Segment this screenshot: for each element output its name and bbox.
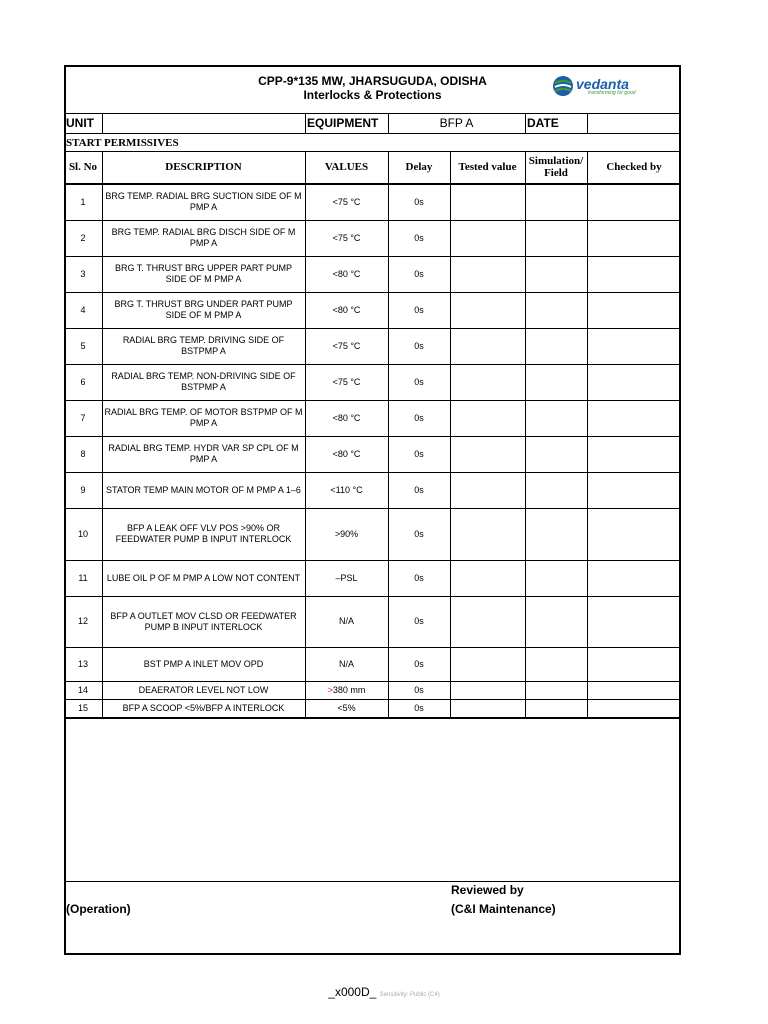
simulation-cell[interactable] (525, 560, 587, 596)
delay-cell: 0s (414, 304, 424, 315)
col-checked-by: Checked by (606, 161, 662, 173)
value-cell (305, 699, 388, 717)
description-cell: BRG T. THRUST BRG UNDER PART PUMP SIDE OF M PMP A (114, 299, 293, 320)
value-cell (305, 647, 388, 681)
description-cell: BRG TEMP. RADIAL BRG SUCTION SIDE OF M PMP A (105, 191, 302, 212)
checked-by-cell[interactable] (587, 508, 681, 560)
tested-value-cell[interactable] (450, 220, 525, 256)
value-cell (305, 292, 388, 328)
tested-value-cell[interactable] (450, 184, 525, 220)
checked-by-cell[interactable] (587, 560, 681, 596)
col-description: DESCRIPTION (165, 161, 242, 173)
value-cell (305, 256, 388, 292)
checked-by-cell[interactable] (587, 647, 681, 681)
sl-no-cell: 9 (80, 484, 86, 495)
logo-tagline: transforming for good (588, 90, 636, 96)
sl-no-cell: 11 (78, 572, 88, 583)
description-cell: BFP A SCOOP <5%/BFP A INTERLOCK (122, 702, 285, 713)
col-delay: Delay (405, 161, 433, 173)
checked-by-cell[interactable] (587, 436, 681, 472)
delay-cell: 0s (414, 684, 424, 695)
simulation-cell[interactable] (525, 400, 587, 436)
value-text: <80 °C (332, 412, 361, 423)
value-text: <80 °C (332, 304, 361, 315)
description-cell: DEAERATOR LEVEL NOT LOW (138, 684, 269, 695)
col-simulation: Simulation/ Field (528, 155, 584, 179)
sl-no-cell: 5 (80, 340, 86, 351)
value-cell (305, 472, 388, 508)
delay-cell: 0s (414, 616, 424, 626)
equipment-label: EQUIPMENT (307, 116, 379, 130)
tested-value-cell[interactable] (450, 400, 525, 436)
sl-no-cell: 3 (80, 268, 86, 279)
checked-by-cell[interactable] (587, 699, 681, 717)
sl-no-cell: 14 (77, 684, 88, 695)
value-cell (305, 508, 388, 560)
value-cell (305, 364, 388, 400)
value-text: 380 mm (332, 684, 366, 695)
delay-cell: 0s (414, 484, 424, 495)
description-cell: BST PMP A INLET MOV OPD (143, 658, 264, 669)
simulation-cell[interactable] (525, 292, 587, 328)
tested-value-cell[interactable] (450, 472, 525, 508)
delay-cell: 0s (414, 528, 424, 539)
operation-label: (Operation) (66, 902, 131, 916)
description-cell: BFP A LEAK OFF VLV POS >90% OR FEEDWATER PUMP B INPUT INTERLOCK (115, 523, 292, 544)
date-label: DATE (527, 116, 559, 130)
simulation-cell[interactable] (525, 220, 587, 256)
value-text: N/A (338, 616, 354, 626)
value-prefix: > (327, 684, 333, 695)
sl-no-cell: 12 (77, 616, 88, 626)
delay-cell: 0s (414, 572, 424, 583)
sl-no-cell: 7 (80, 412, 86, 423)
sl-no-cell: 15 (77, 702, 88, 713)
value-cell (305, 400, 388, 436)
tested-value-cell[interactable] (450, 364, 525, 400)
section-title: START PERMISSIVES (66, 137, 179, 149)
tested-value-cell[interactable] (450, 596, 525, 647)
delay-cell: 0s (414, 448, 424, 459)
tested-value-cell[interactable] (450, 560, 525, 596)
simulation-cell[interactable] (525, 436, 587, 472)
tested-value-cell[interactable] (450, 436, 525, 472)
value-cell (305, 560, 388, 596)
sl-no-cell: 4 (80, 304, 86, 315)
value-cell (305, 436, 388, 472)
simulation-cell[interactable] (525, 699, 587, 717)
page-footer (0, 985, 768, 999)
sl-no-cell: 2 (80, 232, 86, 243)
checked-by-cell[interactable] (587, 364, 681, 400)
col-sl-no: Sl. No (68, 161, 98, 173)
tested-value-cell[interactable] (450, 292, 525, 328)
delay-cell: 0s (414, 658, 424, 669)
checked-by-cell[interactable] (587, 596, 681, 647)
sensitivity-label: Sensitivity: Public (C4) (379, 992, 440, 998)
value-text: <110 °C (330, 484, 363, 495)
description-cell: LUBE OIL P OF M PMP A LOW NOT CONTENT (106, 572, 301, 583)
delay-cell: 0s (414, 340, 424, 351)
value-cell (305, 596, 388, 647)
delay-cell: 0s (414, 702, 424, 713)
value-cell (305, 184, 388, 220)
delay-cell: 0s (414, 196, 424, 207)
value-text: >90% (334, 528, 359, 539)
value-text: N/A (338, 658, 354, 669)
sl-no-cell: 8 (80, 448, 86, 459)
checked-by-cell[interactable] (587, 472, 681, 508)
simulation-cell[interactable] (525, 508, 587, 560)
checked-by-cell[interactable] (587, 220, 681, 256)
checked-by-cell[interactable] (587, 328, 681, 364)
value-text: <75 °C (332, 376, 361, 387)
reviewed-by-label: Reviewed by (451, 883, 524, 897)
checked-by-cell[interactable] (587, 400, 681, 436)
sl-no-cell: 13 (77, 658, 88, 669)
description-cell: RADIAL BRG TEMP. HYDR VAR SP CPL OF M PMP A (108, 443, 299, 464)
value-text: <75 °C (332, 340, 361, 351)
description-cell: BRG T. THRUST BRG UPPER PART PUMP SIDE OF M PMP A (114, 263, 293, 284)
value-cell (305, 220, 388, 256)
value-text: <80 °C (332, 268, 361, 279)
description-cell: RADIAL BRG TEMP. NON-DRIVING SIDE OF BSTPMP A (111, 371, 296, 392)
value-cell (305, 681, 388, 699)
value-text: –PSL (335, 572, 358, 583)
sl-no-cell: 1 (80, 196, 86, 207)
simulation-cell[interactable] (525, 184, 587, 220)
description-cell: RADIAL BRG TEMP. OF MOTOR BSTPMP OF M PMP A (104, 407, 303, 428)
equipment-value: BFP A (439, 116, 474, 130)
simulation-cell[interactable] (525, 328, 587, 364)
logo-text: vedanta (576, 76, 629, 92)
checked-by-cell[interactable] (587, 681, 681, 699)
tested-value-cell[interactable] (450, 508, 525, 560)
simulation-cell[interactable] (525, 647, 587, 681)
checked-by-cell[interactable] (587, 256, 681, 292)
title-line-1: CPP-9*135 MW, JHARSUGUDA, ODISHA (258, 74, 487, 88)
simulation-cell[interactable] (525, 681, 587, 699)
delay-cell: 0s (414, 232, 424, 243)
delay-cell: 0s (414, 376, 424, 387)
footer-code: _x000D_ (328, 985, 377, 999)
value-text: <5% (337, 702, 356, 713)
logo-mark-icon (552, 75, 574, 97)
simulation-cell[interactable] (525, 472, 587, 508)
value-text: <75 °C (332, 196, 361, 207)
value-cell (305, 328, 388, 364)
maintenance-label: (C&I Maintenance) (451, 902, 556, 916)
description-cell: BRG TEMP. RADIAL BRG DISCH SIDE OF M PMP A (111, 227, 296, 248)
description-cell: BFP A OUTLET MOV CLSD OR FEEDWATER PUMP B INPUT INTERLOCK (110, 610, 297, 632)
checked-by-cell[interactable] (587, 292, 681, 328)
col-values: VALUES (324, 161, 369, 173)
delay-cell: 0s (414, 268, 424, 279)
simulation-cell[interactable] (525, 364, 587, 400)
delay-cell: 0s (414, 412, 424, 423)
unit-label: UNIT (66, 116, 94, 130)
value-text: <80 °C (332, 448, 361, 459)
sl-no-cell: 6 (80, 376, 86, 387)
simulation-cell[interactable] (525, 596, 587, 647)
sl-no-cell: 10 (77, 528, 88, 539)
value-text: <75 °C (332, 232, 361, 243)
description-cell: STATOR TEMP MAIN MOTOR OF M PMP A 1–6 (106, 484, 301, 495)
vedanta-logo (552, 74, 662, 98)
tested-value-cell[interactable] (450, 647, 525, 681)
tested-value-cell[interactable] (450, 699, 525, 717)
simulation-cell[interactable] (525, 256, 587, 292)
tested-value-cell[interactable] (450, 681, 525, 699)
checked-by-cell[interactable] (587, 184, 681, 220)
col-tested-value: Tested value (458, 161, 517, 173)
title-line-2: Interlocks & Protections (303, 88, 442, 102)
tested-value-cell[interactable] (450, 328, 525, 364)
description-cell: RADIAL BRG TEMP. DRIVING SIDE OF BSTPMP A (122, 335, 285, 356)
tested-value-cell[interactable] (450, 256, 525, 292)
